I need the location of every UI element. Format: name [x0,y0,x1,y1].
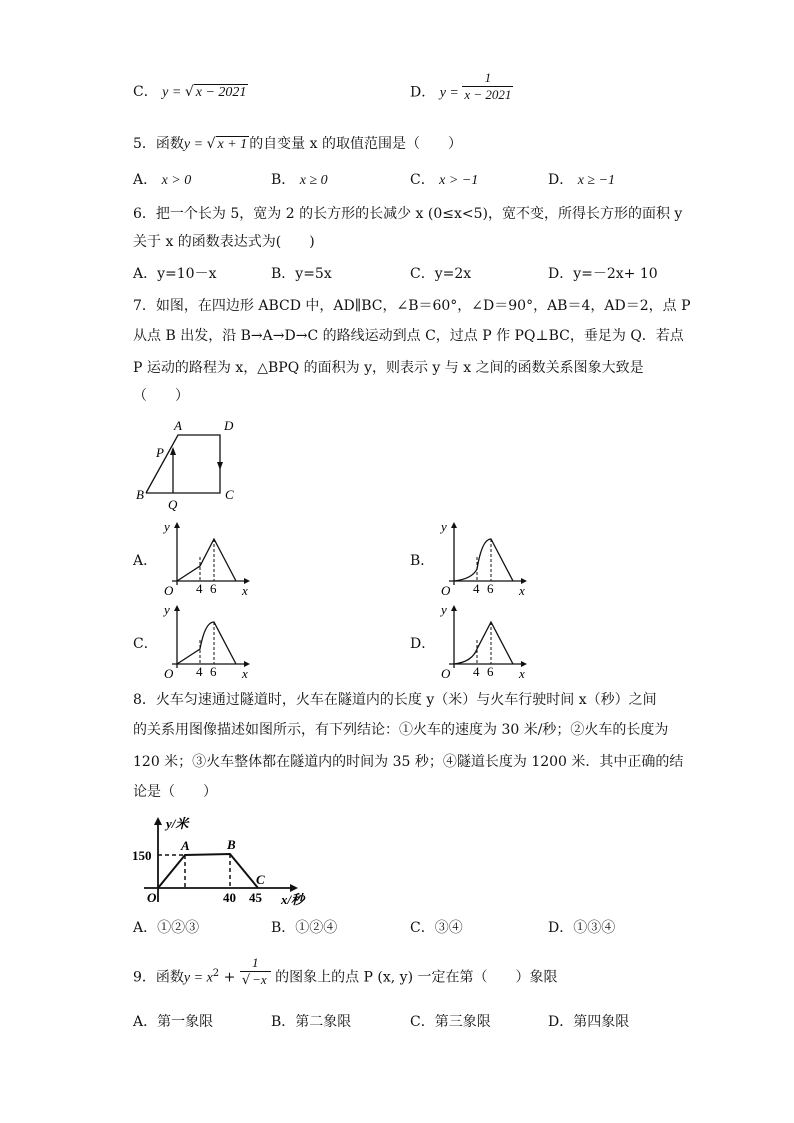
q8-stem-line4: 论是（ ） [133,784,217,800]
fraction-denominator [240,972,271,989]
q7-graph-b[interactable] [427,519,537,599]
tick-150: 150 [132,848,152,863]
math-lhs: y = [439,85,463,101]
tick-6: 6 [487,664,494,679]
tick-40: 40 [223,890,236,905]
q9-option-c[interactable]: C．第三象限 [410,1014,491,1030]
function-curve [454,622,513,664]
q7-option-b-label[interactable]: B． [410,553,435,569]
label-o: O [441,583,451,598]
label-o: O [147,890,157,905]
exponent: 2 [212,968,220,979]
fraction [462,70,513,103]
label-x: x [242,583,248,598]
q8-train-chart [130,812,310,907]
x-axis-arrow [290,884,298,892]
option-label: C． [133,84,158,100]
arrowhead-dc [217,462,223,470]
q7-option-d-label[interactable]: D． [410,636,436,652]
q7-stem-line4: （ ） [133,388,189,404]
sqrt-sign: √ [184,84,194,100]
stem-prefix: 9．函数 [133,969,184,986]
tick-6: 6 [487,581,494,596]
q6-option-b[interactable]: B．y=5x [271,266,332,282]
q5-option-b[interactable] [271,170,328,191]
q5-option-a[interactable] [133,170,191,191]
sqrt-radicand: −x [252,971,267,987]
sqrt-sign: √ [241,972,251,988]
label-a: A [174,418,182,433]
label-x: x [519,666,525,681]
q6-stem-line1: 6．把一个长为 5，宽为 2 的长方形的长减少 x (0≤x<5)，宽不变，所得长方形的面积 y [133,206,683,222]
q8-stem-line2: 的关系用图像描述如图所示，有下列结论：①火车的速度为 30 米/秒；②火车的长度为 [133,722,669,738]
q5-stem [133,134,462,155]
stem-suffix: 的自变量 x 的取值范围是（ ） [249,136,462,152]
option-text: x > 0 [161,173,192,188]
label-p: P [156,445,164,460]
q7-graph-c[interactable] [150,602,260,682]
fraction-numerator: 1 [462,70,513,87]
q8-stem-line3: 120 米；③火车整体都在隧道内的时间为 35 秒；④隧道长度为 1200 米．其中正确的结 [133,754,684,770]
q9-option-a[interactable]: A．第一象限 [133,1014,214,1030]
tick-4: 4 [196,664,203,679]
function-curve [177,539,236,581]
option-label: D． [410,84,436,101]
tick-4: 4 [473,664,480,679]
option-text: x ≥ −1 [577,173,616,188]
y-axis-arrow [174,605,180,611]
y-axis-arrow [174,522,180,528]
q7-stem-line2: 从点 B 出发，沿 B→A→D→C 的路线运动到点 C，过点 P 作 PQ⊥BC，垂足为 Q．若点 [133,328,684,344]
option-label: B． [271,172,296,188]
label-x: x [519,583,525,598]
train-length-line [158,854,258,888]
q8-option-b[interactable]: B．①②④ [271,920,338,936]
label-y: y [441,602,447,617]
fraction-numerator: 1 [240,955,271,972]
plus-sign: + [219,969,240,986]
tick-4: 4 [473,581,480,596]
figure-outline [146,435,220,493]
q6-option-c[interactable]: C．y=2x [410,266,472,282]
q4-option-d[interactable] [410,70,513,104]
label-c: C [256,872,265,887]
label-x: x [242,666,248,681]
fraction-denominator: x − 2021 [464,87,512,102]
q5-option-c[interactable] [410,170,478,191]
option-text: x > −1 [439,173,479,188]
label-y: y [441,519,447,534]
q9-stem [133,954,558,989]
q5-option-d[interactable] [548,170,615,191]
option-label: C． [410,172,435,188]
math-lhs: y = [162,85,185,100]
option-text: x ≥ 0 [299,173,328,188]
option-label: D． [548,172,574,188]
option-label: A． [133,172,158,188]
label-a: A [181,838,190,853]
q4-option-c[interactable] [133,82,248,103]
q8-stem-line1: 8．火车匀速通过隧道时，火车在隧道内的长度 y（米）与火车行驶时间 x（秒）之间 [133,692,657,708]
q7-option-a-label[interactable]: A． [133,553,158,569]
q7-graph-d[interactable] [427,602,537,682]
sqrt-radicand: x + 1 [217,137,248,152]
math-lhs: y = x [183,970,213,986]
label-d: D [224,418,234,433]
q7-option-c-label[interactable]: C． [133,636,158,652]
label-o: O [164,666,174,681]
fraction [240,955,271,989]
function-curve [454,539,513,581]
label-b: B [227,837,236,852]
q8-option-d[interactable]: D．①③④ [548,920,616,936]
sqrt-sign: √ [206,136,216,152]
label-y: y [164,519,170,534]
label-y: y [164,602,170,617]
sqrt-radicand: x − 2021 [195,85,247,100]
tick-6: 6 [210,581,217,596]
ylabel: y/米 [166,816,189,831]
stem-suffix: 的图象上的点 P (x, y) 一定在第（ ）象限 [275,969,558,986]
label-q: Q [168,497,178,512]
q7-stem-line3: P 运动的路程为 x，△BPQ 的面积为 y，则表示 y 与 x 之间的函数关系图象大致是 [133,360,644,376]
q8-option-a[interactable]: A．①②③ [133,920,200,936]
math-lhs: y = [183,137,207,152]
stem-prefix: 5．函数 [133,136,184,152]
q6-option-a[interactable]: A．y=10－x [133,266,217,282]
label-o: O [164,583,174,598]
q6-option-d[interactable]: D．y=－2x+ 10 [548,266,658,282]
function-curve [177,622,236,664]
q9-option-b[interactable]: B．第二象限 [271,1014,352,1030]
q9-option-d[interactable]: D．第四象限 [548,1014,630,1030]
tick-6: 6 [210,664,217,679]
xlabel: x/秒 [281,892,305,907]
tick-4: 4 [196,581,203,596]
q7-quadrilateral-figure [130,415,250,515]
q8-option-c[interactable]: C．③④ [410,920,463,936]
y-axis-arrow [154,817,162,825]
y-axis-arrow [451,605,457,611]
label-c: C [225,487,234,502]
q6-stem-line2: 关于 x 的函数表达式为( ) [133,234,315,250]
q7-graph-a[interactable] [150,519,260,599]
tick-45: 45 [249,890,262,905]
label-b: B [136,487,144,502]
q7-stem-line1: 7．如图，在四边形 ABCD 中，AD∥BC，∠B＝60°，∠D＝90°，AB＝4，AD＝2，点 P [133,298,691,314]
label-o: O [441,666,451,681]
y-axis-arrow [451,522,457,528]
